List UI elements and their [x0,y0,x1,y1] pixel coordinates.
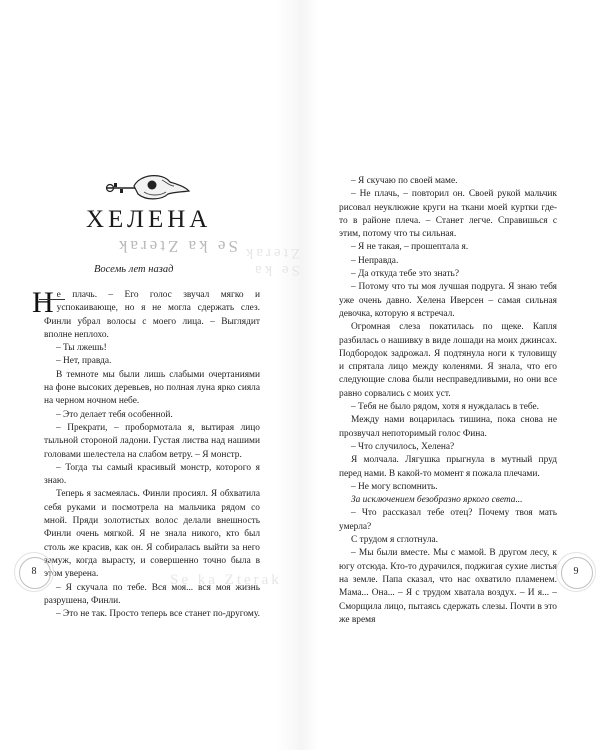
watermark: Se ka Zterak [170,572,282,588]
paragraph: – Неправда. [351,255,399,266]
paragraph: Я молчала. Лягушка прыгнула в мутный пруд перед нами. В какой-то момент я пожала плечами. [339,455,557,479]
page-number: 8 [31,566,37,577]
watermark: Se ka Zterak [242,245,300,278]
dropcap-rule [39,299,65,300]
paragraph: – Я скучаю по своей маме. [351,176,458,186]
right-page [170,0,600,750]
paragraph: – Мы были вместе. Мы с мамой. В другом лесу, к югу отсюда. Кто-то дурачился, поджигая сухие листья на земле. Папа сказал, что нас охватило пламенем. Мама... Она... – Я с трудом хватала воздух. – И я... – Сморщила лицо, пытаясь сдержать слезы. Почти в это же время [339,548,557,625]
paragraph: – Что рассказал тебе отец? Почему твоя мать умерла? [339,508,557,532]
paragraph: Не плачь. – Его голос звучал мягко и успокаивающе, но я не могла сдержать слез. Финли убрал волосы с моего лица. – Выглядит вполне неплохо. [32,286,260,340]
paragraph: Теперь я засмеялась. Финли просиял. Я обхватила себя руками и посмотрела на мальчика рядом со мной. Пряди золотистых волос делали внешность Финли очень мягкой. Я не знала никого, кто был столь же красив, как он. Я собиралась выйти за него замуж, когда вырасту, и совершенно точно была в этом уверена. [44,489,260,580]
paragraph: С трудом я сглотнула. [351,535,439,546]
paragraph: – Тогда ты самый красивый монстр, которого я знаю. [44,462,260,487]
paragraph: – Не могу вспомнить. [351,481,438,492]
right-page-body [339,175,557,627]
paragraph: – Да откуда тебе это знать? [351,269,459,280]
watermark: Se ka Zterak [116,237,238,256]
paragraph: В темноте мы были лишь слабыми очертаниями на фоне высоких деревьев, но полная луна ярко сияла на черном ночном небе. [44,369,260,407]
paragraph: – Я скучала по тебе. Вся моя... вся моя жизнь разрушена, Финли. [44,582,260,606]
chapter-title: ХЕЛЕНА [86,206,212,233]
paragraph: – Ты лжешь! [56,343,107,354]
page-number-badge [556,552,596,592]
paragraph: – Это делает тебя особенной. [56,409,173,420]
bird-skull-key-icon [104,170,190,204]
paragraph: – Я не такая, – прошептала я. [351,242,469,253]
paragraph-italic: За исключением безобразно яркого света... [351,495,523,506]
paragraph: – Тебя не было рядом, хотя я нуждалась в тебе. [351,402,540,413]
chapter-subtitle: Восемь лет назад [94,264,174,275]
paragraph: – Что случилось, Хелена? [351,441,455,452]
paragraph: – Нет, правда. [56,356,112,367]
paragraph: Огромная слеза покатилась по щеке. Капля разбилась о нашивку в виде лошади на моих джинсах. Подбородок задрожал. Я подтянула ноги к туловищу и спрятала лицо между коленями. Я знала, что его следующие слова были несправедливыми, но они все равно сорвались с моих уст. [339,322,557,399]
paragraph: – Это не так. Просто теперь все станет по-другому. [56,609,260,620]
paragraph: – Потому что ты моя лучшая подруга. Я знаю тебя уже очень давно. Хелена Иверсен – самая сильная девочка, которую я встречал. [339,282,557,319]
paragraph: – Не плачь, – повторил он. Своей рукой мальчик рисовал неуклюжие круги на ткани моей куртки где-то в районе плеча. – Станет легче. Справишься с этим, потому что ты сильная. [339,189,557,240]
paragraph: Между нами воцарилась тишина, пока снова не прозвучал непоторимый голос Фина. [339,415,557,439]
dropcap: Н [32,286,54,319]
paragraph: – Прекрати, – пробормотала я, вытирая лицо тыльной стороной ладони. Густая листва над нашими головами шелестела на слабом ветру. – Я монстр. [44,422,260,460]
page-number-badge [14,552,54,592]
page-number: 9 [573,566,579,577]
